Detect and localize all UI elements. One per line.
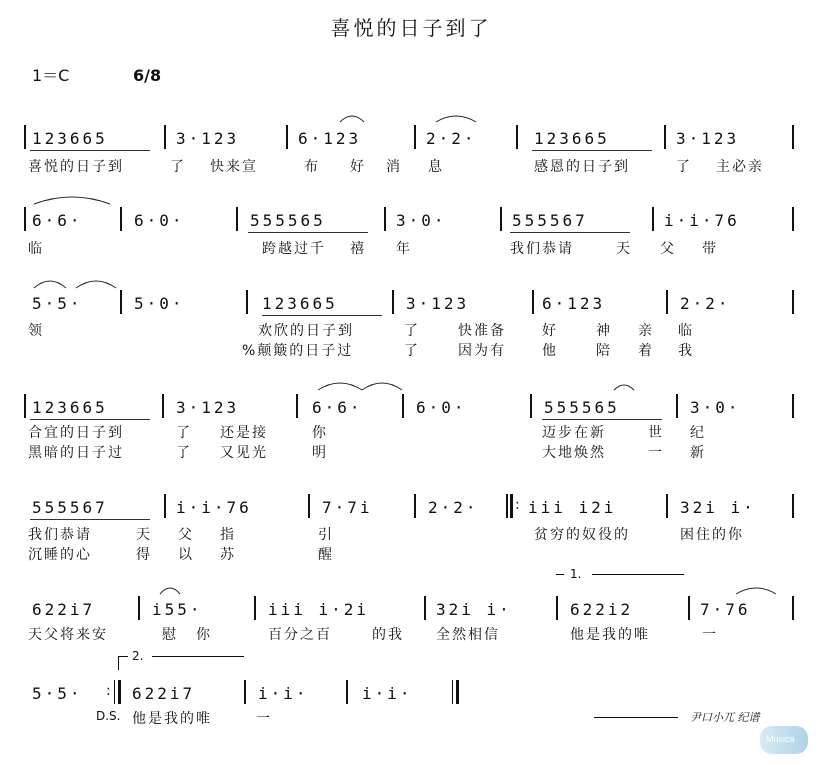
volta-2-label: 2. xyxy=(132,649,144,663)
measure: 6·0· xyxy=(134,211,185,230)
measure: iii i·2i xyxy=(268,600,370,619)
measure: i·i·76 xyxy=(664,211,740,230)
measure: 622i7 xyxy=(132,684,196,703)
key-signature: 1＝C xyxy=(32,66,70,85)
lyric: 一 xyxy=(648,445,664,461)
measure: 555565 xyxy=(250,211,326,230)
measure: 622i2 xyxy=(570,600,634,619)
lyric: 他 xyxy=(542,343,558,359)
lyric: 好 xyxy=(542,323,558,339)
measure: 3·123 xyxy=(176,129,240,148)
measure: 3·0· xyxy=(396,211,447,230)
lyric: 临 xyxy=(678,323,694,339)
lyric: 合宜的日子到 xyxy=(28,425,124,441)
lyric: 因为有 xyxy=(458,343,506,359)
slur xyxy=(436,116,476,122)
lyric: 又见光 xyxy=(220,445,268,461)
measure: 2·2· xyxy=(426,129,477,148)
lyric: 得 xyxy=(136,547,152,563)
lyric: 一 xyxy=(256,711,272,727)
watermark-text: Musica xyxy=(766,734,795,744)
measure: 2·2· xyxy=(680,294,731,313)
lyric: 我们恭请 xyxy=(510,241,574,257)
lyric: 跨越过千 xyxy=(262,241,326,257)
lyric: 父 xyxy=(178,527,194,543)
measure: i·i·76 xyxy=(176,498,252,517)
slur xyxy=(160,588,180,594)
lyric: 全然相信 xyxy=(436,627,500,643)
measure: 3·123 xyxy=(676,129,740,148)
lyric: 天 xyxy=(136,527,152,543)
slur xyxy=(614,385,634,390)
lyric: 引 xyxy=(318,527,334,543)
lyric: 困住的你 xyxy=(680,527,744,543)
slur xyxy=(76,281,116,288)
measure: 5·0· xyxy=(134,294,185,313)
lyric: 着 xyxy=(638,343,654,359)
lyric: 一 xyxy=(702,627,718,643)
lyric: 亲 xyxy=(638,323,654,339)
lyric: 好 xyxy=(350,159,366,175)
slur xyxy=(318,383,362,390)
lyric: 快来宣 xyxy=(210,159,258,175)
lyric: 临 xyxy=(28,241,44,257)
measure: 7·76 xyxy=(700,600,751,619)
lyric: 喜悦的日子到 xyxy=(28,159,124,175)
lyric: 你 xyxy=(312,425,328,441)
lyric: 他是我的唯 xyxy=(570,627,650,643)
measure: 3·123 xyxy=(176,398,240,417)
measure: 622i7 xyxy=(32,600,96,619)
measure: 6·123 xyxy=(298,129,362,148)
slur xyxy=(34,197,110,204)
measure: 32i i· xyxy=(436,600,512,619)
lyric: 新 xyxy=(690,445,706,461)
lyric: 大地焕然 xyxy=(542,445,606,461)
lyric: 了 xyxy=(676,159,692,175)
lyric: 沉睡的心 xyxy=(28,547,92,563)
lyric: 慰 xyxy=(162,627,178,643)
lyric: 快准备 xyxy=(458,323,506,339)
slur xyxy=(340,116,364,122)
measure: 3·123 xyxy=(406,294,470,313)
measure: 123665 xyxy=(534,129,610,148)
measure: 5·5· xyxy=(32,684,83,703)
lyric: 还是接 xyxy=(220,425,268,441)
measure: i·i· xyxy=(362,684,413,703)
measure: 6·0· xyxy=(416,398,467,417)
measure: 555565 xyxy=(544,398,620,417)
measure: 6·6· xyxy=(312,398,363,417)
lyric: 迈步在新 xyxy=(542,425,606,441)
lyric: 他是我的唯 xyxy=(132,711,212,727)
lyric: 天父将来安 xyxy=(28,627,108,643)
lyric: 陪 xyxy=(596,343,612,359)
lyric: 贫穷的奴役的 xyxy=(534,527,630,543)
lyric: 世 xyxy=(648,425,664,441)
measure: iii i2i xyxy=(528,498,617,517)
repeat-dots-icon: : xyxy=(515,497,520,513)
lyric: 醒 xyxy=(318,547,334,563)
measure: 2·2· xyxy=(428,498,479,517)
lyric: 领 xyxy=(28,323,44,339)
lyric: 你 xyxy=(196,627,212,643)
time-signature: 6/8 xyxy=(133,66,162,85)
measure: 32i i· xyxy=(680,498,756,517)
lyric: 的我 xyxy=(372,627,404,643)
measure: 555567 xyxy=(512,211,588,230)
lyric: 百分之百 xyxy=(268,627,332,643)
measure: 6·123 xyxy=(542,294,606,313)
slur xyxy=(362,383,402,390)
measure: 123665 xyxy=(32,398,108,417)
transcriber-credit: 尹口小兀 纪谱 xyxy=(690,711,760,724)
page-title: 喜悦的日子到了 xyxy=(330,16,492,40)
lyric: 黑暗的日子过 xyxy=(28,445,124,461)
measure: 6·6· xyxy=(32,211,83,230)
lyric: 禧 xyxy=(350,241,366,257)
lyric: 了 xyxy=(404,343,420,359)
lyric: 了 xyxy=(170,159,186,175)
lyric: 主必亲 xyxy=(716,159,764,175)
lyric: 明 xyxy=(312,445,328,461)
lyric: 神 xyxy=(596,323,612,339)
lyric: 欢欣的日子到 xyxy=(258,323,354,339)
lyric: 息 xyxy=(428,159,444,175)
lyric: 布 xyxy=(304,159,320,175)
measure: i·i· xyxy=(258,684,309,703)
lyric: 我 xyxy=(678,343,694,359)
lyric: 带 xyxy=(702,241,718,257)
lyric: 我们恭请 xyxy=(28,527,92,543)
lyric: 了 xyxy=(176,445,192,461)
lyric: 以 xyxy=(178,547,194,563)
measure: 5·5· xyxy=(32,294,83,313)
volta-1-label: 1. xyxy=(570,567,582,581)
ds-marking: D.S. xyxy=(96,709,121,723)
slur xyxy=(736,588,776,594)
lyric: 父 xyxy=(660,241,676,257)
lyric: 纪 xyxy=(690,425,706,441)
lyric: 了 xyxy=(176,425,192,441)
lyric: 了 xyxy=(404,323,420,339)
lyric: 感恩的日子到 xyxy=(534,159,630,175)
repeat-dots-icon: : xyxy=(106,683,111,699)
lyric: %颠簸的日子过 xyxy=(242,343,354,359)
measure: 123665 xyxy=(32,129,108,148)
measure: i55· xyxy=(152,600,203,619)
lyric: 年 xyxy=(396,241,412,257)
slur xyxy=(34,281,66,288)
lyric: 苏 xyxy=(220,547,236,563)
measure: 7·7i xyxy=(322,498,373,517)
lyric: 消 xyxy=(386,159,402,175)
measure: 555567 xyxy=(32,498,108,517)
measure: 123665 xyxy=(262,294,338,313)
lyric: 指 xyxy=(220,527,236,543)
lyric: 天 xyxy=(616,241,632,257)
measure: 3·0· xyxy=(690,398,741,417)
